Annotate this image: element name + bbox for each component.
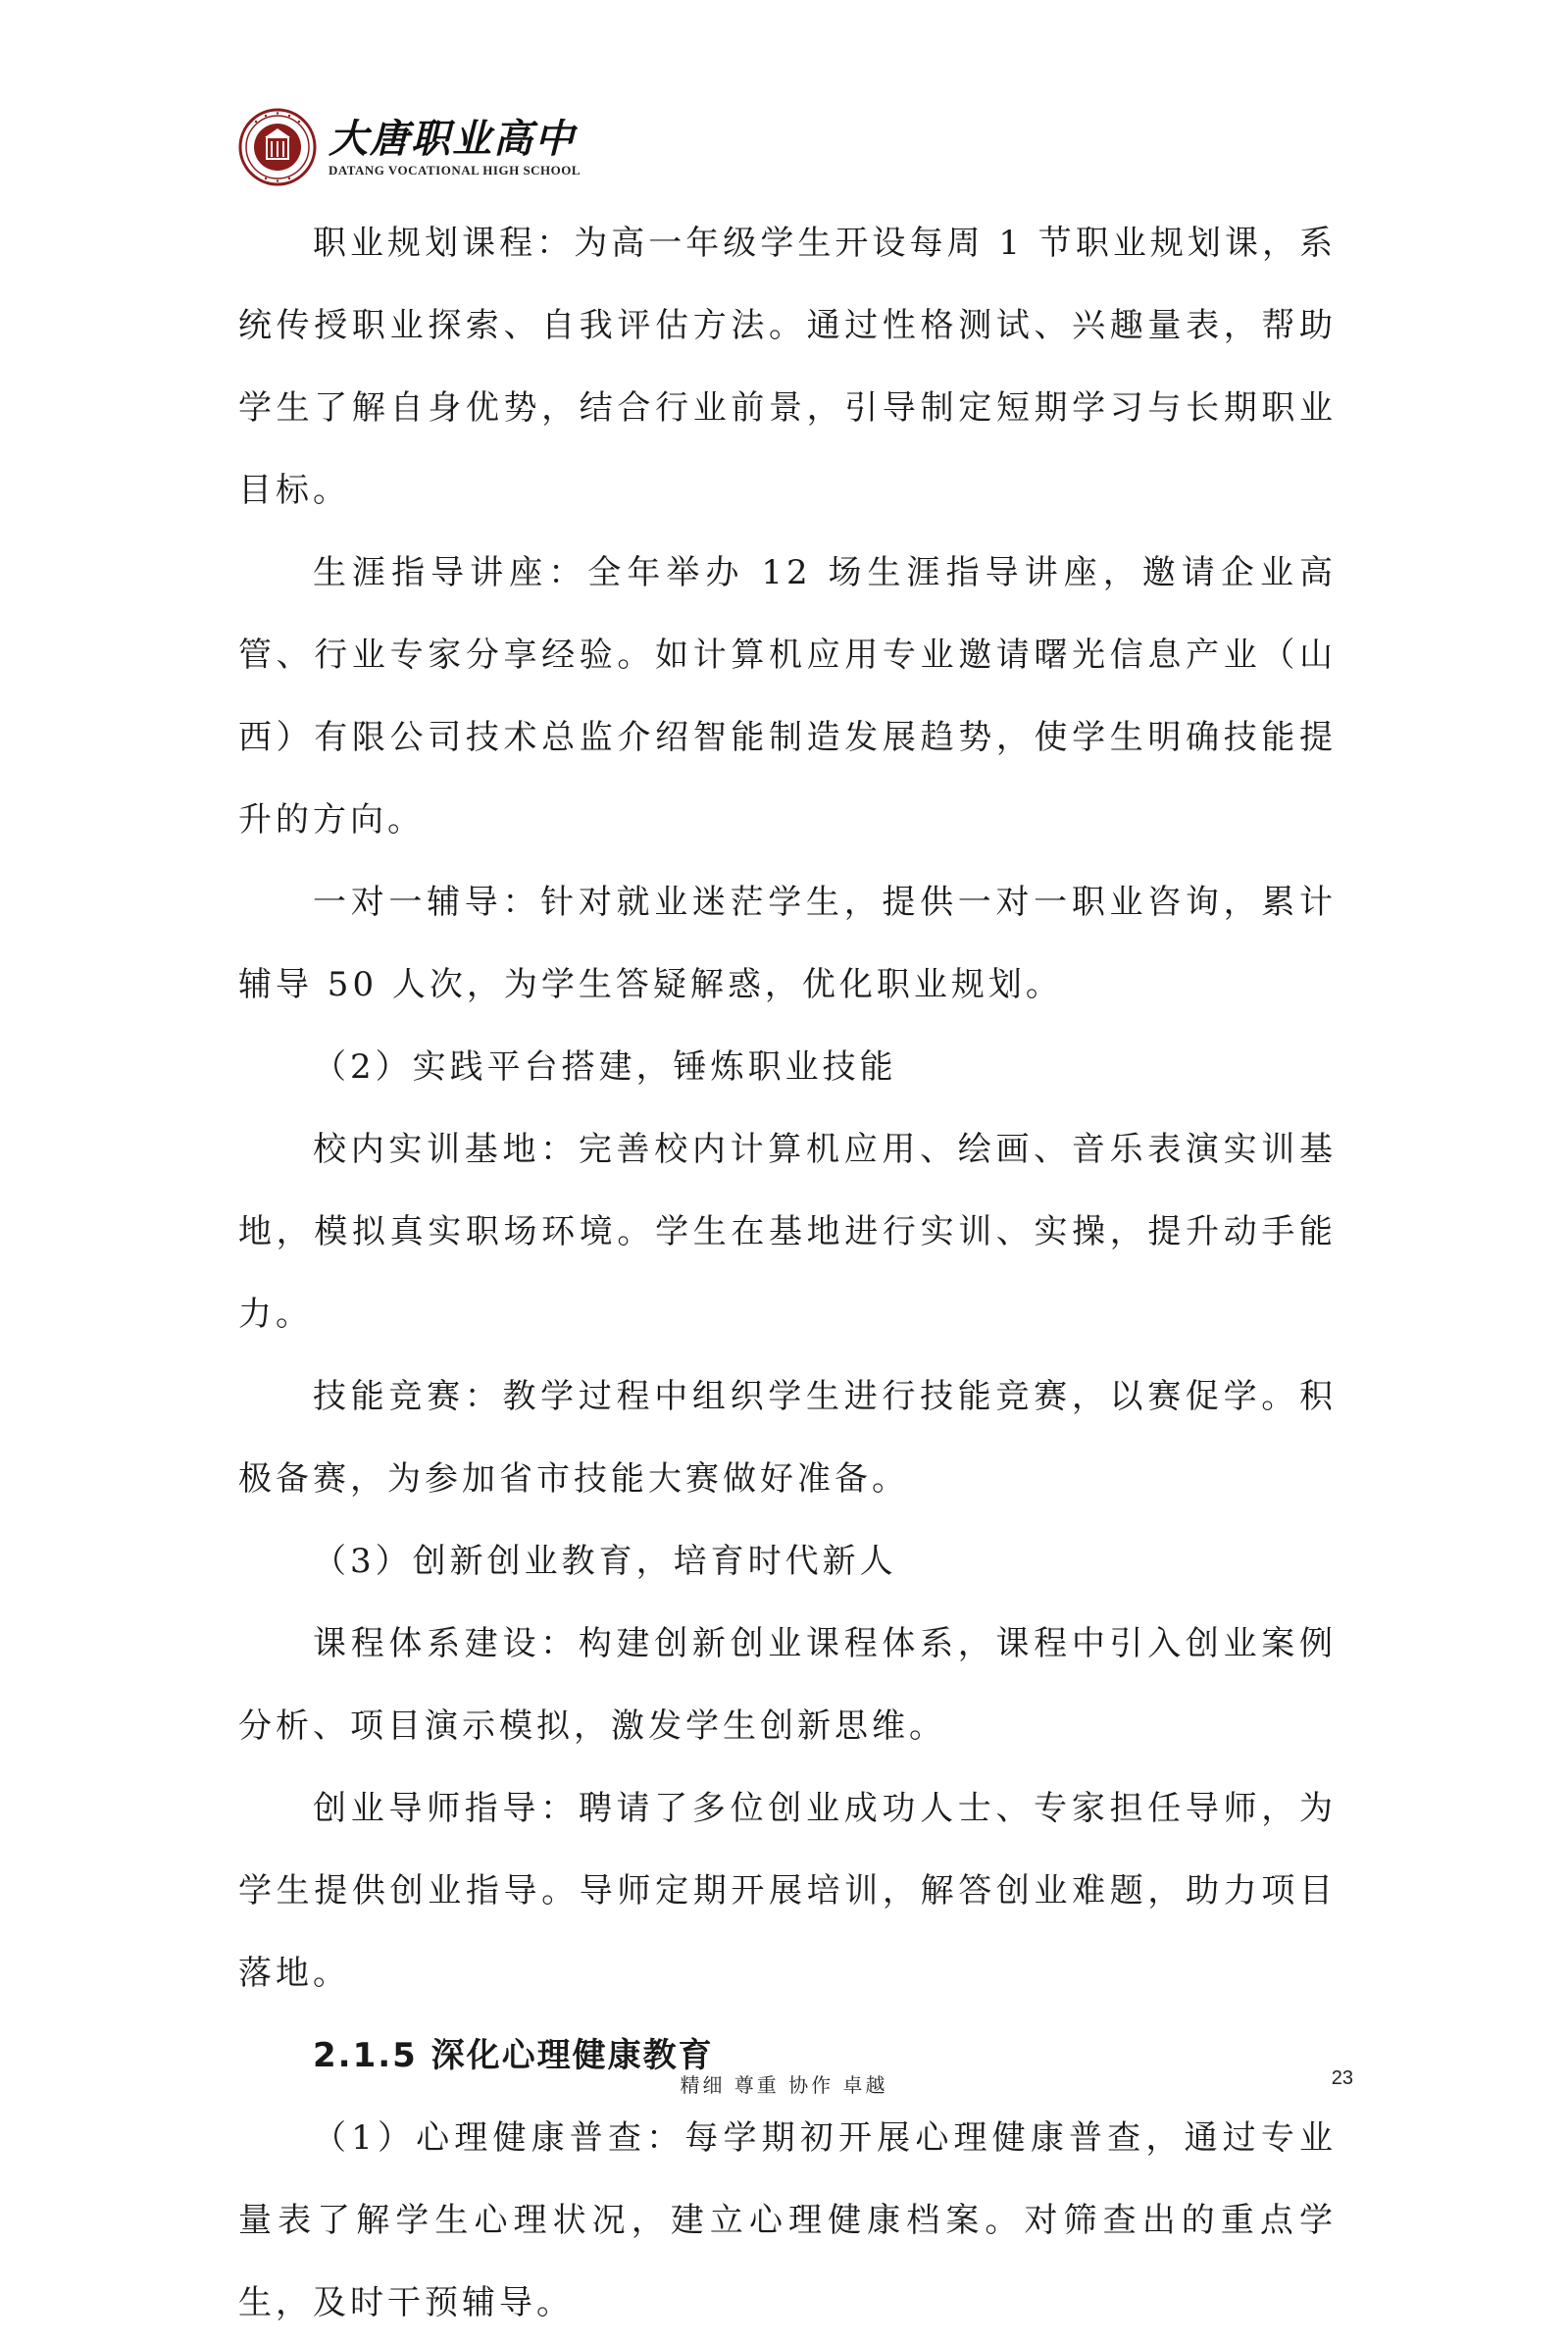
paragraph-mentors: 创业导师指导：聘请了多位创业成功人士、专家担任导师，为学生提供创业指导。导师定期开展培训，解答创业难题，助力项目落地。 — [238, 1789, 1337, 1993]
school-name-cn: 大唐职业高中 — [329, 116, 576, 162]
paragraph-career-planning: 职业规划课程：为高一年级学生开设每周 1 节职业规划课，系统传授职业探索、自我评估方法。通过性格测试、兴趣量表，帮助学生了解自身优势，结合行业前景，引导制定短期学习与长期职业目标。 — [238, 224, 1337, 510]
document-body — [238, 202, 1337, 2344]
page-number: 23 — [1331, 2067, 1353, 2089]
school-logo-text — [329, 116, 581, 178]
subheading-innovation: （3）创新创业教育，培育时代新人 — [313, 1542, 897, 1581]
paragraph-career-lectures: 生涯指导讲座：全年举办 12 场生涯指导讲座，邀请企业高管、行业专家分享经验。如计算机应用专业邀请曙光信息产业（山西）有限公司技术总监介绍智能制造发展趋势，使学生明确技能提升的方向。 — [238, 553, 1337, 840]
paragraph-skill-competition: 技能竞赛：教学过程中组织学生进行技能竞赛，以赛促学。积极备赛，为参加省市技能大赛做好准备。 — [238, 1377, 1337, 1499]
page-header — [238, 106, 581, 188]
section-heading-mental-health: 2.1.5 深化心理健康教育 — [313, 2036, 714, 2075]
paragraph-curriculum: 课程体系建设：构建创新创业课程体系，课程中引入创业案例分析、项目演示模拟，激发学生创新思维。 — [238, 1624, 1337, 1746]
paragraph-one-on-one: 一对一辅导：针对就业迷茫学生，提供一对一职业咨询，累计辅导 50 人次，为学生答疑解惑，优化职业规划。 — [238, 883, 1337, 1004]
school-seal-icon — [238, 108, 317, 186]
paragraph-training-base: 校内实训基地：完善校内计算机应用、绘画、音乐表演实训基地，模拟真实职场环境。学生在基地进行实训、实操，提升动手能力。 — [238, 1130, 1337, 1334]
footer-motto: 精细 尊重 协作 卓越 — [680, 2073, 888, 2097]
subheading-practice-platform: （2）实践平台搭建，锤炼职业技能 — [313, 1047, 897, 1087]
school-name-en: DATANG VOCATIONAL HIGH SCHOOL — [329, 163, 582, 178]
paragraph-mental-health-survey: （1）心理健康普查：每学期初开展心理健康普查，通过专业量表了解学生心理状况，建立心理健康档案。对筛查出的重点学生，及时干预辅导。 — [238, 2118, 1337, 2322]
